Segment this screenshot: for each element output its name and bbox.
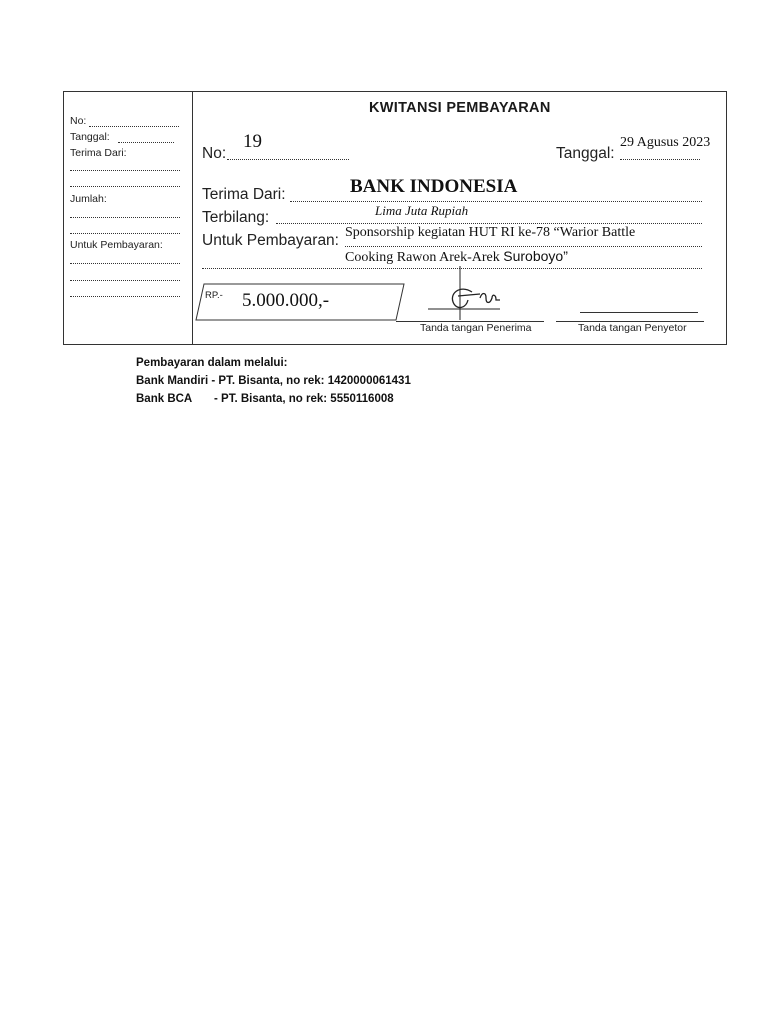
stub-tanggal-label: Tanggal: xyxy=(70,131,110,143)
stub-divider xyxy=(192,91,193,345)
untuk-value-line1: Sponsorship kegiatan HUT RI ke-78 “Warior Battle xyxy=(345,225,636,240)
stub-jumlah-dots-2 xyxy=(70,233,180,234)
terbilang-dots xyxy=(276,223,702,224)
signature-mark xyxy=(420,264,530,324)
terbilang-label: Terbilang: xyxy=(202,209,270,226)
stub-no-label: No: xyxy=(70,115,87,127)
no-value: 19 xyxy=(243,131,262,152)
receipt-title: KWITANSI PEMBAYARAN xyxy=(369,100,551,116)
stub-no-dots xyxy=(89,126,179,127)
no-label: No: xyxy=(202,145,227,162)
terima-value: BANK INDONESIA xyxy=(350,176,518,197)
stub-untuk-dots-2 xyxy=(70,280,180,281)
stub-terima-dots-1 xyxy=(70,170,180,171)
untuk-value-line2-b: Suroboyo” xyxy=(503,248,568,264)
payment-bca-detail: - PT. Bisanta, no rek: 5550116008 xyxy=(214,393,394,405)
untuk-label: Untuk Pembayaran: xyxy=(202,232,339,249)
tanggal-value: 29 Agusus 2023 xyxy=(620,135,711,150)
terima-label: Terima Dari: xyxy=(202,186,286,203)
stub-jumlah-dots-1 xyxy=(70,217,180,218)
payment-mandiri: Bank Mandiri - PT. Bisanta, no rek: 1420000061431 xyxy=(136,375,411,387)
penyetor-signature-line xyxy=(580,312,698,313)
stub-untuk-label: Untuk Pembayaran: xyxy=(70,239,163,251)
tanggal-dots xyxy=(620,159,700,160)
stub-terima-dots-2 xyxy=(70,186,180,187)
stub-untuk-dots-1 xyxy=(70,263,180,264)
rp-label: RP.- xyxy=(205,290,223,301)
stub-tanggal-dots xyxy=(118,142,174,143)
stub-untuk-dots-3 xyxy=(70,296,180,297)
stub-terima-label: Terima Dari: xyxy=(70,147,127,159)
penyetor-caption: Tanda tangan Penyetor xyxy=(578,322,687,334)
untuk-dots-1 xyxy=(345,246,702,247)
untuk-value-line2-a: Cooking Rawon Arek-Arek xyxy=(345,250,504,265)
terbilang-value: Lima Juta Rupiah xyxy=(375,203,469,218)
terima-dots xyxy=(290,201,702,202)
amount-value: 5.000.000,- xyxy=(242,290,330,311)
penerima-caption: Tanda tangan Penerima xyxy=(420,322,532,334)
stub-jumlah-label: Jumlah: xyxy=(70,193,107,205)
payment-heading: Pembayaran dalam melalui: xyxy=(136,357,288,369)
tanggal-label: Tanggal: xyxy=(556,145,615,162)
payment-bca-bank: Bank BCA xyxy=(136,393,193,405)
no-dots xyxy=(227,159,349,160)
